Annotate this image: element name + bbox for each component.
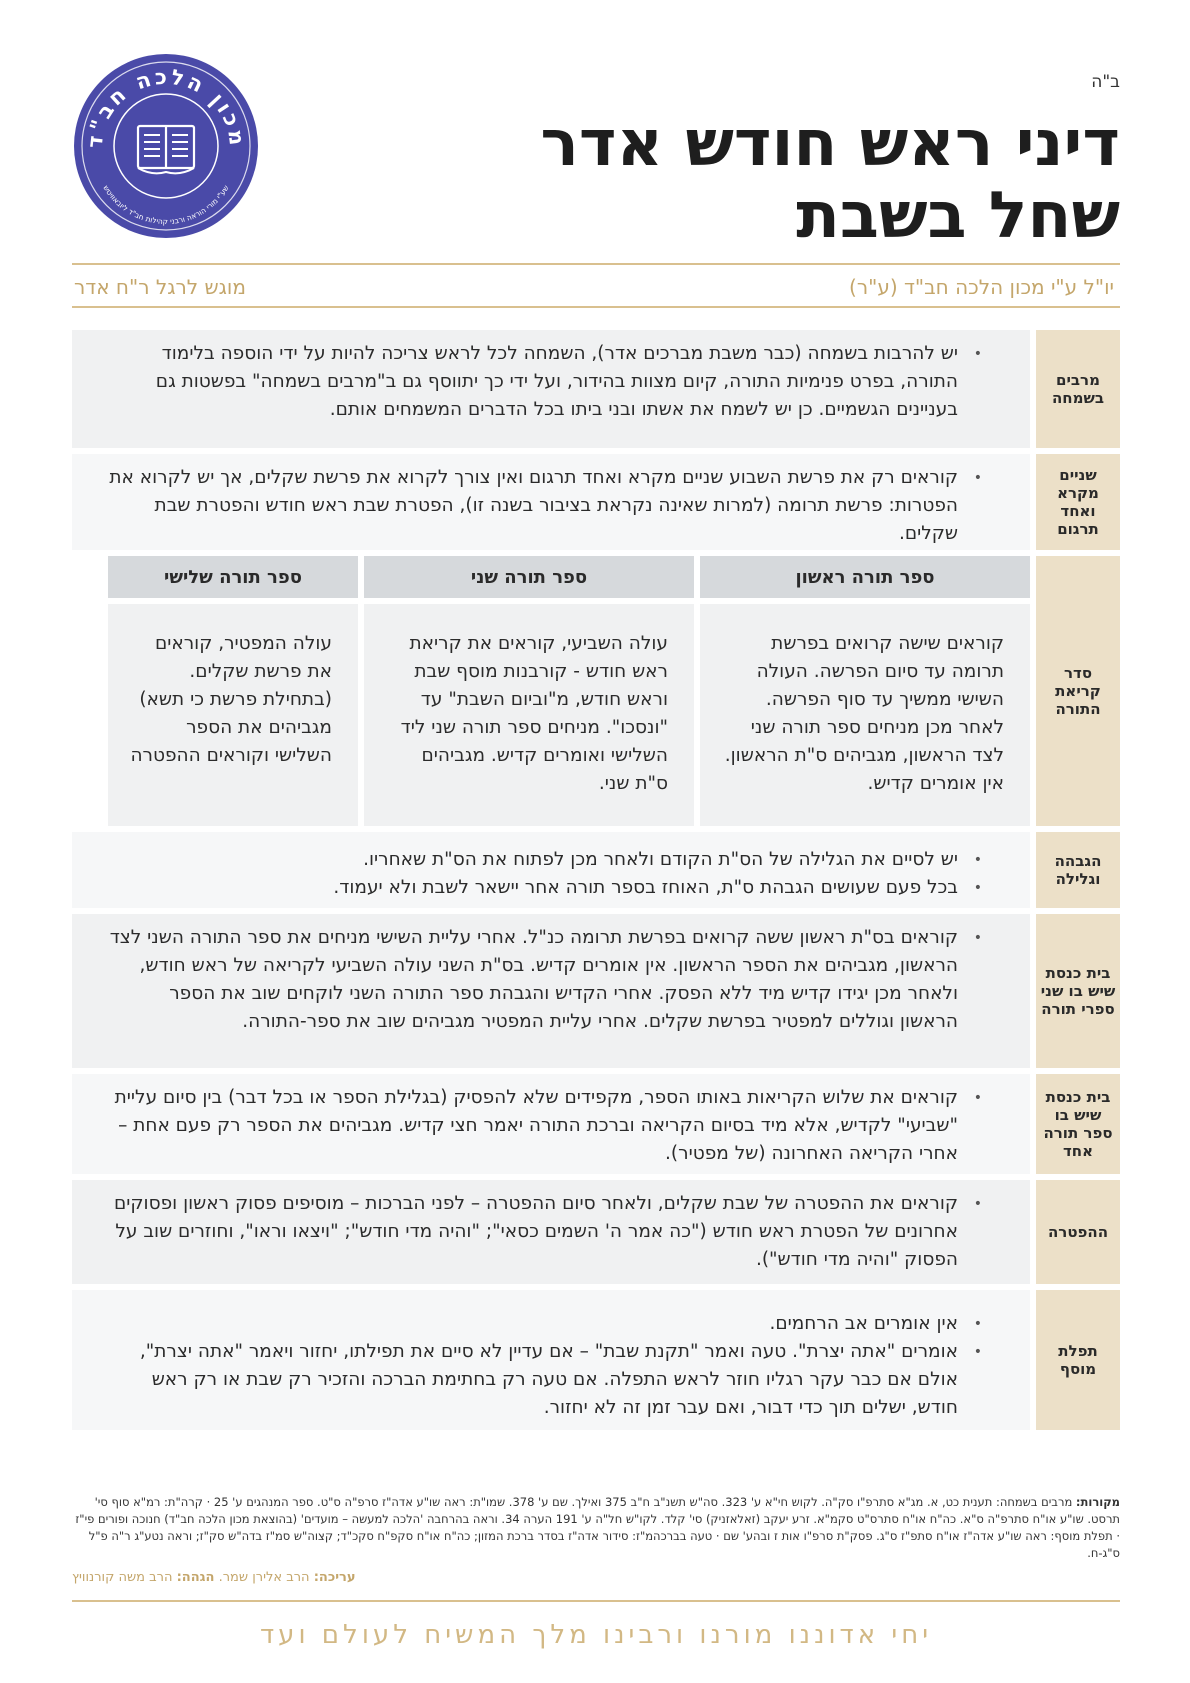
- row-content: [72, 1290, 1030, 1430]
- table-row: [72, 1180, 1120, 1284]
- list-item: • אין אומרים אב הרחמים.: [108, 1310, 982, 1338]
- divider-top: [72, 263, 1120, 265]
- torah-header-third: ספר תורה שלישי: [108, 556, 358, 598]
- divider-bottom: [72, 306, 1120, 308]
- torah-cell-first: קוראים שישה קרואים בפרשת תרומה עד סיום הפרשה. העולה השישי ממשיך עד סוף הפרשה. לאחר מכן מניחים ספר תורה שני לצד הראשון, מגביהים ס"ת הראשון. אין אומרים קדיש.: [700, 604, 1030, 826]
- bh-mark: ב"ה: [1091, 72, 1120, 92]
- publisher-credit: יו"ל ע"י מכון הלכה חב"ד (ע"ר): [849, 275, 1114, 299]
- subtitle-row: [72, 275, 1120, 303]
- sources-note: [72, 1494, 1120, 1562]
- torah-header-first: ספר תורה ראשון: [700, 556, 1030, 598]
- torah-cell-third: עולה המפטיר, קוראים את פרשת שקלים. (בתחילת פרשת כי תשא) מגביהים את הספר השלישי וקוראים ההפטרה: [108, 604, 358, 826]
- footer-slogan: יחי אדוננו מורנו ורבינו מלך המשיח לעולם ועד: [259, 1620, 933, 1650]
- edit-name: הרב אלירן שמר.: [218, 1570, 310, 1585]
- row-label: מרבים בשמחה: [1036, 330, 1120, 448]
- row-label: בית כנסת שיש בו שני ספרי תורה: [1036, 914, 1120, 1068]
- seal-tagline: שע"י מורי הוראה ורבני קהילות חב"ד ליובאוויטש: [101, 183, 231, 227]
- torah-cell-second: עולה השביעי, קוראים את קריאת ראש חודש - קורבנות מוסף שבת וראש חודש, מ"וביום השבת" עד "ונסכו". מניחים ספר תורה שני ליד השלישי ואומרים קדיש. מגביהים ס"ת שני.: [364, 604, 694, 826]
- list-item: • קוראים בס"ת ראשון ששה קרואים בפרשת תרומה כנ"ל. אחרי עליית השישי מניחים את ספר התורה השני לצד הראשון, מגביהים את הספר הראשון. אין אומרים קדיש. בס"ת השני עולה השביעי לקריאה של ראש חודש, ולאחר מכן יגידו קדיש מיד ללא הפסק. אחרי הקדיש והגבהת ספר התורה השני לוקחים שוב את הספר הראשון וגוללים למפטיר בפרשת שקלים. אחרי עליית המפטיר מגביהים שוב את ספר-התורה.: [108, 924, 982, 1036]
- table-row: [72, 330, 1120, 448]
- proof-name: הרב משה קורנוויץ: [72, 1570, 173, 1585]
- row-label: בית כנסת שיש בו ספר תורה אחד: [1036, 1074, 1120, 1174]
- proof-label: הגהה:: [176, 1570, 215, 1585]
- list-item: • אומרים "אתה יצרת". טעה ואמר "תקנת שבת" – אם עדיין לא סיים את תפילתו, יחזור ויאמר "אתה יצרת", אולם אם כבר עקר רגליו חוזר לראש התפלה. אם טעה רק בחתימת הברכה והזכיר רק שבת או רק ראש חודש, ישלים תוך כדי דבור, ואם עבר זמן זה לא יחזור.: [108, 1338, 982, 1422]
- row-content: [72, 454, 1030, 550]
- title-line-2: שחל בשבת: [796, 179, 1120, 253]
- row-label: שניים מקרא ואחד תרגום: [1036, 454, 1120, 550]
- list-item: • יש לסיים את הגלילה של הס"ת הקודם ולאחר מכן לפתוח את הס"ת שאחריו.: [108, 846, 982, 874]
- page-title: [360, 108, 1120, 252]
- row-label: סדר קריאת התורה: [1036, 556, 1120, 826]
- list-item: • בכל פעם שעושים הגבהת ס"ת, האוחז בספר תורה אחר יישאר לשבת ולא יעמוד.: [108, 874, 982, 902]
- divider-footer: [72, 1600, 1120, 1602]
- institute-seal-logo: [72, 52, 260, 240]
- table-row: [72, 914, 1120, 1068]
- table-row: [72, 1290, 1120, 1430]
- title-line-1: דיני ראש חודש אדר: [540, 107, 1120, 181]
- list-item: • קוראים את שלוש הקריאות באותו הספר, מקפידים שלא להפסיק (בגלילת הספר או בכל דבר) בין סיום עליית "שביעי" לקדיש, אלא מיד בסיום הקריאה וברכת התורה יאמר חצי קדיש. מגביהים את הספר רק פעם אחת – אחרי הקריאה האחרונה (של מפטיר).: [108, 1084, 982, 1168]
- row-content: [72, 914, 1030, 1068]
- table-row: [72, 1074, 1120, 1174]
- row-label: ההפטרה: [1036, 1180, 1120, 1284]
- halacha-table: [72, 330, 1120, 1436]
- list-item: • קוראים את ההפטרה של שבת שקלים, ולאחר סיום ההפטרה – לפני הברכות – מוסיפים פסוק ראשון ופסוקים אחרונים של הפטרת ראש חודש ("כה אמר ה' השמים כסאי"; "והיה מדי חודש"; "ויצאו וראו", וחוזרים שוב על הפסוק "והיה מדי חודש").: [108, 1190, 982, 1274]
- table-row: [72, 454, 1120, 550]
- row-content: [72, 832, 1030, 908]
- torah-reading-row: [72, 556, 1120, 826]
- row-content: [72, 1074, 1030, 1174]
- list-item: • קוראים רק את פרשת השבוע שניים מקרא ואחד תרגום ואין צורך לקרוא את פרשת שקלים, אך יש לקרוא את הפטרות: פרשת תרומה (למרות שאינה נקראת בציבור בשנה זו), הפטרת שבת ראש חודש והפטרת שבת שקלים.: [108, 464, 982, 548]
- sources-label: מקורות:: [1075, 1495, 1120, 1509]
- row-content: [72, 330, 1030, 448]
- list-item: • יש להרבות בשמחה (כבר משבת מברכים אדר), השמחה לכל לראש צריכה להיות על ידי הוספה בלימוד התורה, בפרט פנימיות התורה, קיום מצוות בהידור, ועל ידי כך יתווסף גם ב"מרבים בשמחה" בפשטות גם בעניינים הגשמיים. כן יש לשמח את אשתו ובני ביתו בכל הדברים המשמחים אותם.: [108, 340, 982, 424]
- table-row: [72, 832, 1120, 908]
- torah-header-second: ספר תורה שני: [364, 556, 694, 598]
- row-content: [72, 1180, 1030, 1284]
- seal-name: מכון הלכה חב"ד: [82, 64, 250, 150]
- occasion-note: מוגש לרגל ר"ח אדר: [74, 275, 246, 299]
- edit-label: עריכה:: [313, 1570, 356, 1585]
- sources-text: מרבים בשמחה: תענית כט, א. מג"א סתרפ"ו סק"ה. לקוש חי"א ע' 323. סה"ש תשנ"ב ח"ב 375 ואילך. שם ע' 378. שמו"ת: ראה שו"ע אדה"ז סרפ"ה ס"ט. ספר המנהגים ע' 25 · קרה"ת: רמ"א סוף סי' תרסט. שו"ע או"ח סתרפ"ה ס"א. כה"ח או"ח סתרס"ט סקמ"א. זרע יעקב (זאלאזניק) סי' קלד. לקו"ש חל"ה ע' 191 הערה 34. וראה בהרחבה 'הלכה למעשה – מועדים' (בהוצאת מכון הלכה חב"ד) חנוכה ופורים פי"ז · תפלת מוסף: ראה שו"ע אדה"ז או"ח סתפ"ז ס"ג. פסק"ת סרפ"ו אות ז ובהע' שם · טעה בברכהמ"ז: סידור אדה"ז בסדר ברכת המזון; כה"ח או"ח סקפ"ח סקכ"ד; קצוה"ש סמ"ז בדה"ש סק"ז; וראה נטע"ג ר"ה פ"ל ס"ג-ח.: [75, 1495, 1120, 1560]
- row-label: תפלת מוסף: [1036, 1290, 1120, 1430]
- torah-grid: [72, 556, 1030, 826]
- row-label: הגבהה וגלילה: [1036, 832, 1120, 908]
- editors-credit: [72, 1570, 356, 1585]
